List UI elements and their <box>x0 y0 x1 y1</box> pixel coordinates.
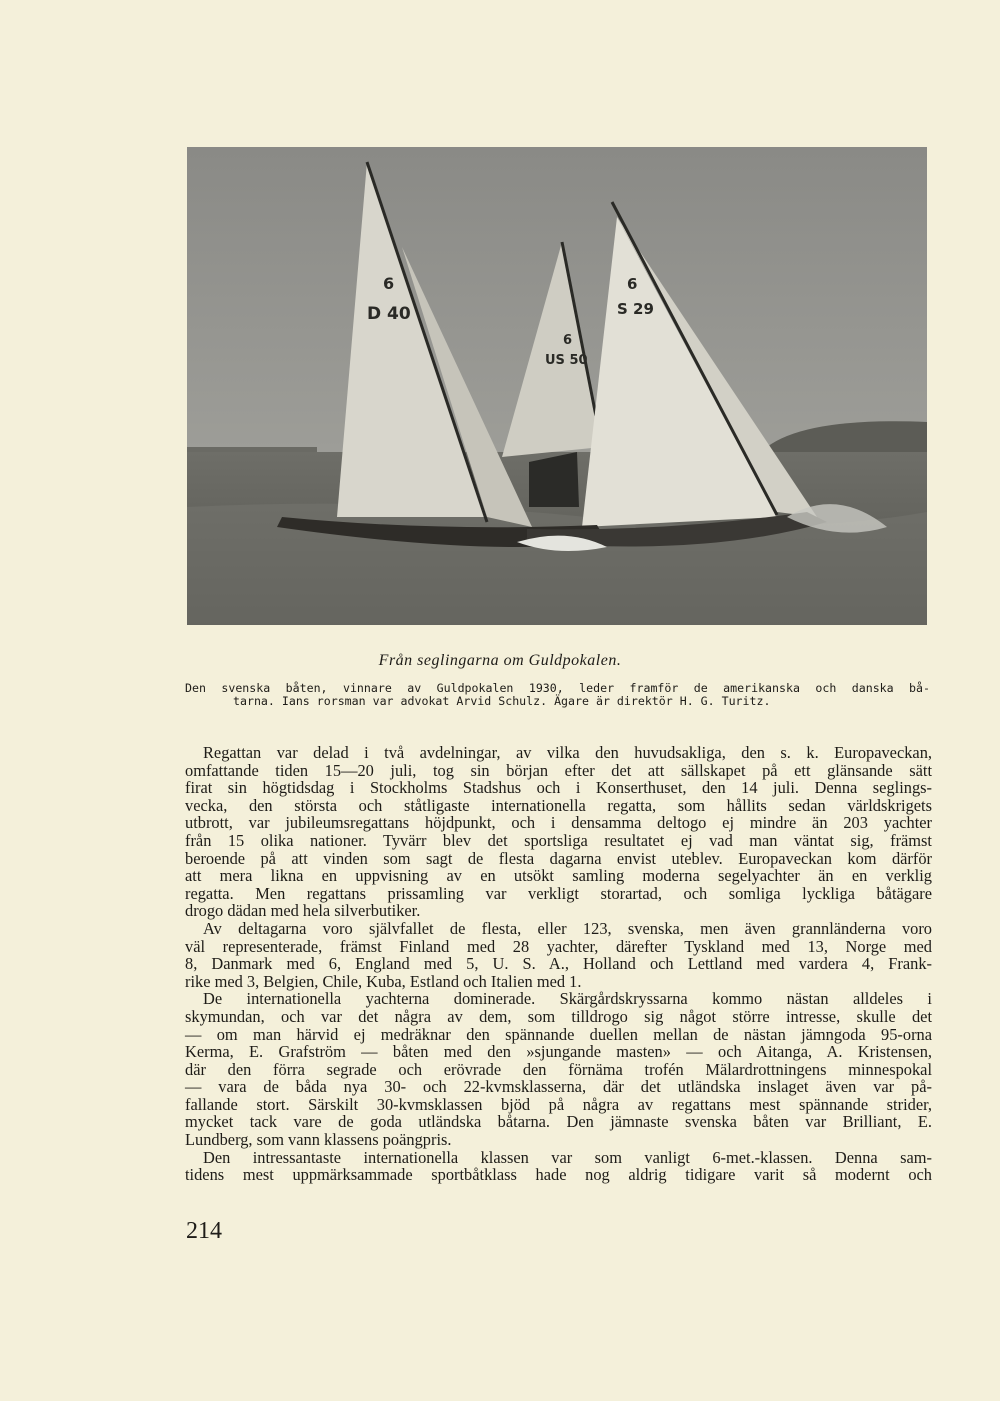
text-line: Regattan var delad i två avdelningar, av vilka den huvudsakliga, den s. k. Europaveckan, <box>203 743 932 762</box>
text-line: Den intressantaste internationella klassen var som vanligt 6-met.-klassen. Denna sam- <box>203 1147 932 1167</box>
text-line: De internationella yachterna dominerade. Skärgårdskryssarna kommo nästan alldeles i <box>203 989 932 1009</box>
text-line: Lundberg, som vann klassens poängpris. <box>185 1130 452 1150</box>
text-line: skymundan, och var det några av dem, som tilldrogo sig något större intresse, skulle det <box>185 1006 932 1026</box>
caption-line: tarna. Ians rorsman var advokat Arvid Schulz. Ägare är direktör H. G. Turitz. <box>233 694 771 708</box>
text-line: 8, Danmark med 6, England med 5, U. S. A., Holland och Lettland med vardera 4, Frank- <box>185 954 932 974</box>
sail-number: US 50 <box>545 353 588 368</box>
text-line: beroende på att vinden som sagt de flesta dagarna envist uteblev. Europaveckan kom därför <box>185 848 932 868</box>
text-line: från 15 olika nationer. Tyvärr blev det sportsliga resultatet ej vad man väntat sig, främst <box>185 830 932 850</box>
text-line: omfattande tiden 15—20 juli, tog sin början efter det att sällskapet på ett glänsande sätt <box>185 760 932 780</box>
text-line: väl representerade, främst Finland med 28 yachter, därefter Tyskland med 13, Norge med <box>185 936 932 956</box>
sail-class-number: 6 <box>627 275 638 293</box>
sailing-photo <box>187 147 927 625</box>
text-line: tidens mest uppmärksammade sportbåtklass hade nog aldrig tidigare varit så modernt och <box>185 1165 932 1185</box>
sail-number: S 29 <box>617 300 654 318</box>
sail-number: D 40 <box>367 304 411 324</box>
text-line: regatta. Men regattans prissamling var verkligt storartad, och somliga lyckliga båtägare <box>185 883 932 903</box>
photo-caption <box>185 682 930 708</box>
page-number: 214 <box>186 1218 222 1244</box>
text-line: Kerma, E. Grafström — båten med den »sjungande masten» — och Aitanga, A. Kristensen, <box>185 1042 932 1062</box>
caption-title: Från seglingarna om Guldpokalen. <box>378 652 622 669</box>
text-line: drogo dädan med hela silverbutiker. <box>185 901 421 921</box>
text-line: att mera likna en uppvisning av en utsökt samling moderna segelyachter än en verklig <box>185 866 932 886</box>
sail-class-number: 6 <box>563 333 573 348</box>
text-line: Av deltagarna voro självfallet de flesta, eller 123, svenska, men även grannländerna voro <box>203 918 932 938</box>
text-line: vecka, den största och ståtligaste internationella regatta, som hållits sedan världskrigets <box>185 795 932 815</box>
article-body <box>185 744 932 1184</box>
text-line: mycket tack vare de goda utländska båtarna. Den jämnaste svenska båten var Brilliant, E. <box>185 1112 932 1132</box>
text-line: utbrott, var jubileumsregattans höjdpunkt, och i densamma deltogo ej mindre än 203 yachter <box>185 813 932 833</box>
caption-line: Den svenska båten, vinnare av Guldpokalen 1930, leder framför de amerikanska och danska bå- <box>185 681 930 695</box>
text-line: fallande stort. Särskilt 30-kvmsklassen bjöd på några av regattans mest spännande strider, <box>185 1094 932 1114</box>
text-line: rike med 3, Belgien, Chile, Kuba, Estland och Italien med 1. <box>185 971 582 991</box>
sailboats-image <box>187 147 927 625</box>
text-line: — vara de båda nya 30- och 22-kvmsklasserna, där det utländska inslaget även var på- <box>185 1077 932 1097</box>
text-line: — om man härvid ej medräknar den spännande duellen mellan de nästan jämngoda 95-orna <box>185 1024 932 1044</box>
text-line: där den förra segrade och erövrade den förnäma trofén Mälardrottningens minnespokal <box>185 1059 932 1079</box>
text-line: firat sin högtidsdag i Stockholms Stadshus och i Konserthuset, den 14 juli. Denna seglings- <box>185 778 932 798</box>
sail-class-number: 6 <box>383 274 395 293</box>
